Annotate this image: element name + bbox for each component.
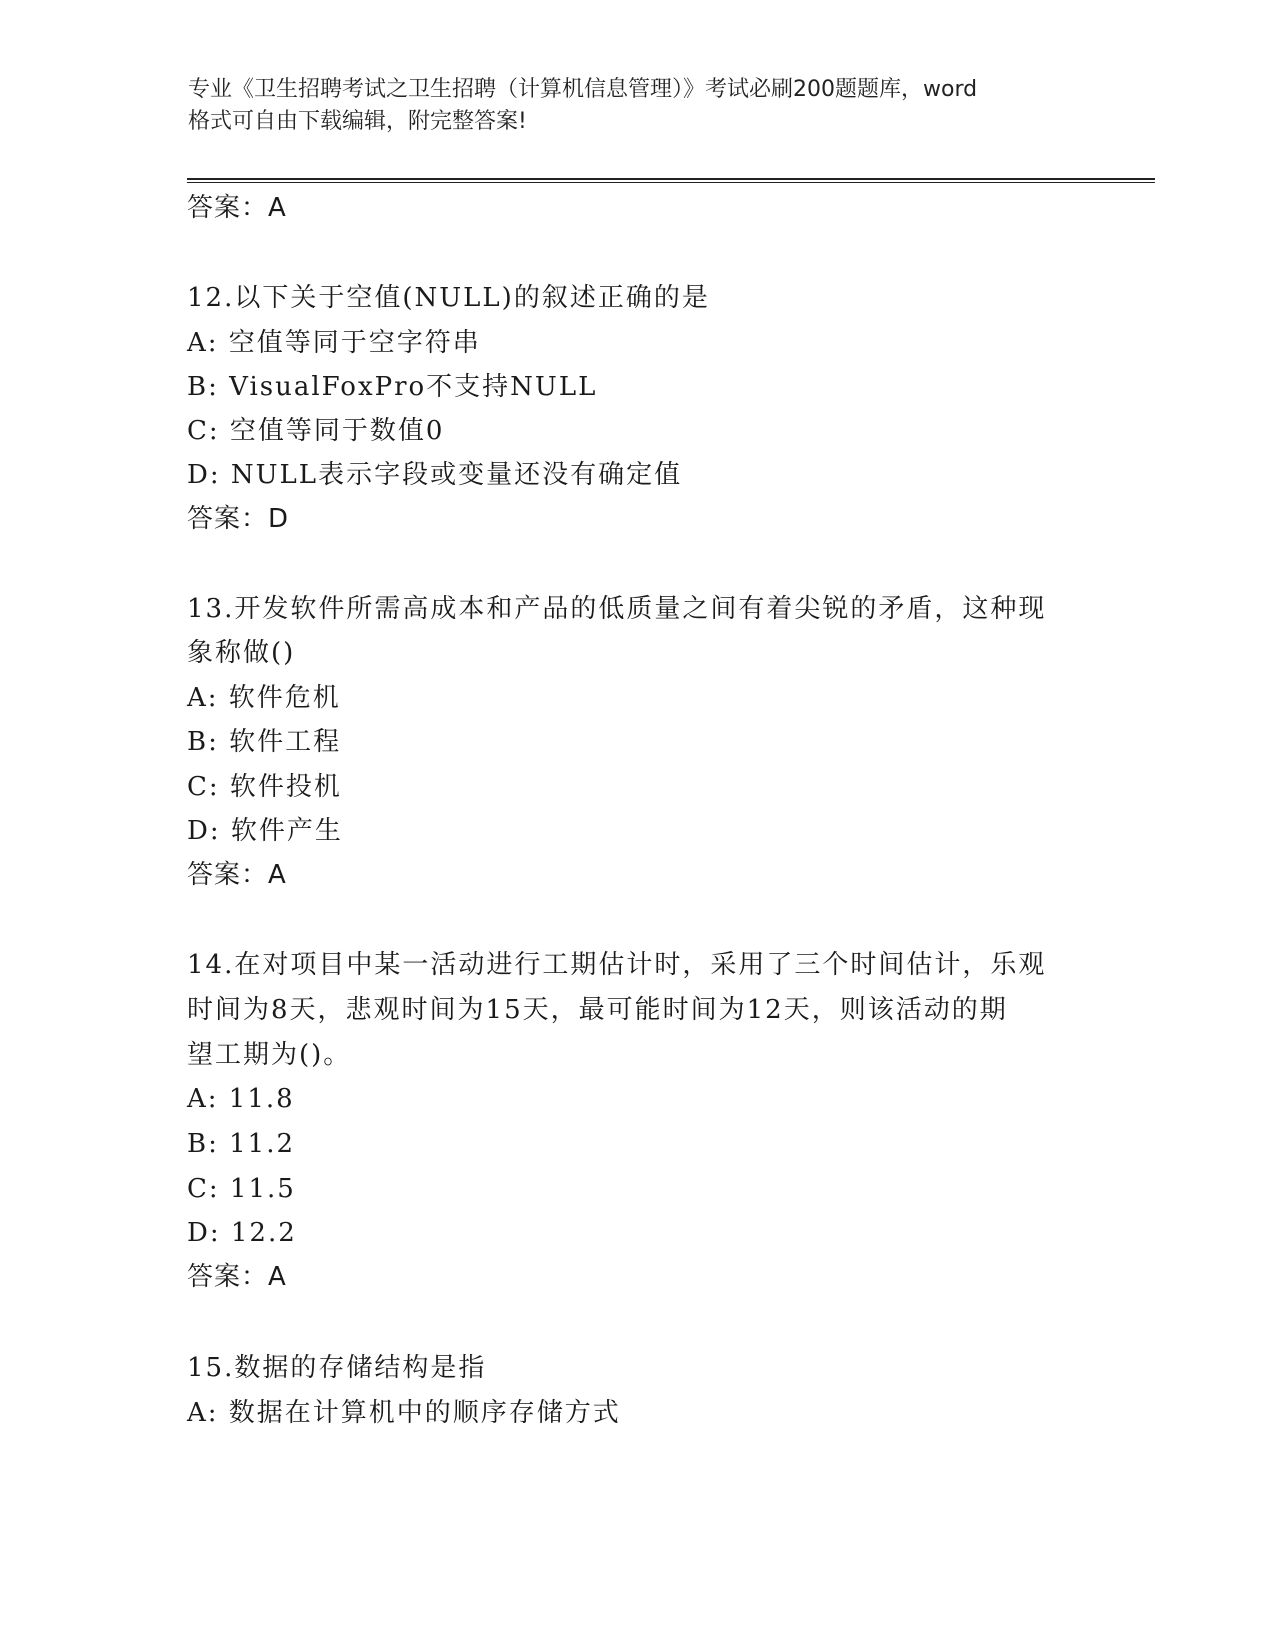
question-14-option-d: D: 12.2 bbox=[187, 1218, 297, 1248]
document-header bbox=[188, 74, 1108, 138]
header-line-2: 格式可自由下载编辑，附完整答案! bbox=[188, 109, 527, 134]
question-13-answer bbox=[187, 853, 287, 897]
question-12-option-a: A: 空值等同于空字符串 bbox=[187, 328, 481, 358]
question-13-stem-line-1: 13.开发软件所需高成本和产品的低质量之间有着尖锐的矛盾，这种现 bbox=[187, 594, 1047, 624]
header-rule-top bbox=[187, 178, 1155, 180]
question-14-stem-line-2: 时间为8天，悲观时间为15天，最可能时间为12天，则该活动的期 bbox=[187, 995, 1008, 1025]
question-14-stem-line-1: 14.在对项目中某一活动进行工期估计时，采用了三个时间估计，乐观 bbox=[187, 950, 1047, 980]
question-14-option-b: B: 11.2 bbox=[187, 1129, 296, 1159]
question-13-option-a: A: 软件危机 bbox=[187, 683, 341, 713]
header-line-1: 专业《卫生招聘考试之卫生招聘（计算机信息管理）》考试必刷200题题库，word bbox=[188, 77, 978, 102]
question-14-stem-line-3: 望工期为()。 bbox=[187, 1040, 352, 1070]
answer-label: 答案： bbox=[187, 193, 269, 223]
answer-value: A bbox=[268, 193, 287, 223]
header-rule-bottom bbox=[187, 182, 1155, 183]
answer-line bbox=[187, 186, 287, 230]
question-15-stem: 15.数据的存储结构是指 bbox=[187, 1353, 487, 1383]
question-13-option-b: B: 软件工程 bbox=[187, 727, 342, 757]
question-12-option-b: B: VisualFoxPro不支持NULL bbox=[187, 372, 598, 402]
answer-label: 答案： bbox=[187, 860, 269, 890]
question-13-stem-line-2: 象称做() bbox=[187, 638, 296, 668]
answer-value: A bbox=[268, 860, 287, 890]
question-12-answer bbox=[187, 497, 289, 541]
answer-value: D bbox=[268, 504, 290, 534]
question-14-answer bbox=[187, 1255, 287, 1299]
answer-label: 答案： bbox=[187, 504, 269, 534]
question-12-option-d: D: NULL表示字段或变量还没有确定值 bbox=[187, 460, 683, 490]
answer-label: 答案： bbox=[187, 1262, 269, 1292]
question-12-stem: 12.以下关于空值(NULL)的叙述正确的是 bbox=[187, 283, 710, 313]
answer-value: A bbox=[268, 1262, 287, 1292]
question-15-option-a: A: 数据在计算机中的顺序存储方式 bbox=[187, 1398, 621, 1428]
question-14-option-c: C: 11.5 bbox=[187, 1174, 296, 1204]
question-13-option-d: D: 软件产生 bbox=[187, 816, 343, 846]
question-12-option-c: C: 空值等同于数值0 bbox=[187, 416, 445, 446]
question-14-option-a: A: 11.8 bbox=[187, 1084, 295, 1114]
question-13-option-c: C: 软件投机 bbox=[187, 772, 342, 802]
